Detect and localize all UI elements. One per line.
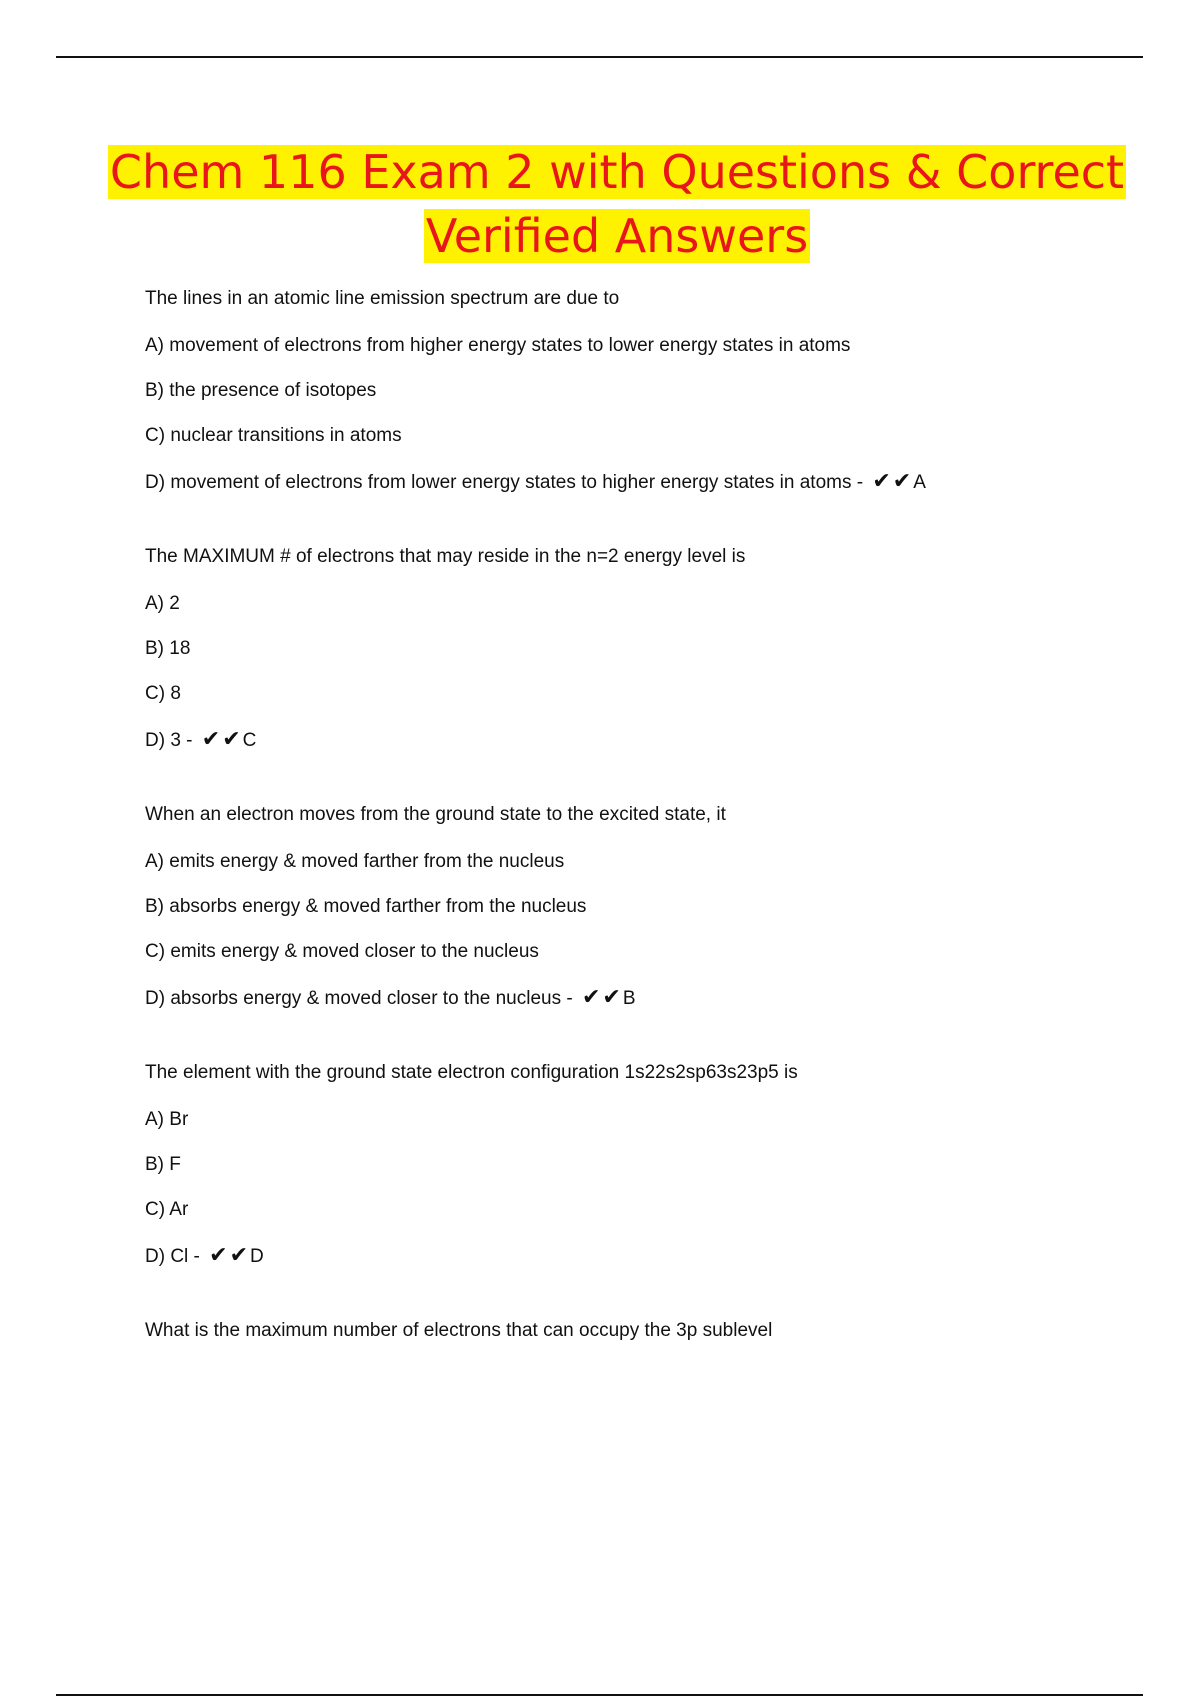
answer-option-c: C) nuclear transitions in atoms: [145, 425, 402, 446]
question-1: [145, 288, 1065, 546]
answer-option-a: A) emits energy & moved farther from the nucleus: [145, 851, 565, 872]
header-rule: [56, 56, 1143, 58]
question-5: [145, 1320, 1065, 1578]
title-line-2: Verified Answers: [425, 209, 809, 263]
answer-option-d-with-answer: [145, 470, 1065, 494]
correct-answer: D: [250, 1246, 264, 1267]
question-stem: When an electron moves from the ground state to the excited state, it: [145, 804, 726, 825]
question-stem: The element with the ground state electron configuration 1s22s2sp63s23p5 is: [145, 1062, 798, 1083]
question-stem: The lines in an atomic line emission spectrum are due to: [145, 288, 620, 309]
answer-option-d-with-answer: [145, 1244, 1065, 1268]
answer-option-b: B) absorbs energy & moved farther from the nucleus: [145, 896, 587, 917]
answer-option-d: D) Cl -: [145, 1246, 200, 1267]
answer-option-a: A) 2: [145, 593, 180, 614]
question-3: [145, 804, 1065, 1062]
correct-answer: A: [913, 472, 926, 493]
correct-answer: B: [622, 988, 636, 1009]
answer-option-b: B) 18: [145, 638, 191, 659]
check-mark-icon: ✔✔: [201, 726, 243, 751]
check-mark-icon: ✔✔: [209, 1242, 251, 1267]
question-4: [145, 1062, 1065, 1320]
check-mark-icon: ✔✔: [872, 468, 914, 493]
question-list: [145, 288, 1065, 1578]
answer-option-d-with-answer: [145, 728, 1065, 752]
correct-answer: C: [242, 730, 257, 751]
question-2: [145, 546, 1065, 804]
question-stem: The MAXIMUM # of electrons that may reside in the n=2 energy level is: [145, 546, 746, 567]
answer-option-c: C) 8: [145, 683, 181, 704]
document-title: [0, 140, 1200, 268]
answer-option-c: C) Ar: [145, 1199, 189, 1220]
answer-option-d: D) 3 -: [145, 730, 193, 751]
answer-option-b: B) the presence of isotopes: [145, 380, 377, 401]
answer-option-a: A) Br: [145, 1109, 189, 1130]
answer-option-c: C) emits energy & moved closer to the nucleus: [145, 941, 539, 962]
check-mark-icon: ✔✔: [582, 984, 623, 1009]
answer-option-a: A) movement of electrons from higher energy states to lower energy states in atoms: [145, 335, 851, 356]
title-line-1: Chem 116 Exam 2 with Questions & Correct: [109, 145, 1125, 199]
question-stem: What is the maximum number of electrons that can occupy the 3p sublevel: [145, 1320, 773, 1341]
footer-rule: [56, 1694, 1143, 1696]
answer-option-d: D) movement of electrons from lower energy states to higher energy states in atoms -: [145, 472, 864, 493]
answer-option-b: B) F: [145, 1154, 181, 1175]
answer-option-d-with-answer: [145, 986, 1065, 1010]
answer-option-d: D) absorbs energy & moved closer to the nucleus -: [145, 988, 573, 1009]
